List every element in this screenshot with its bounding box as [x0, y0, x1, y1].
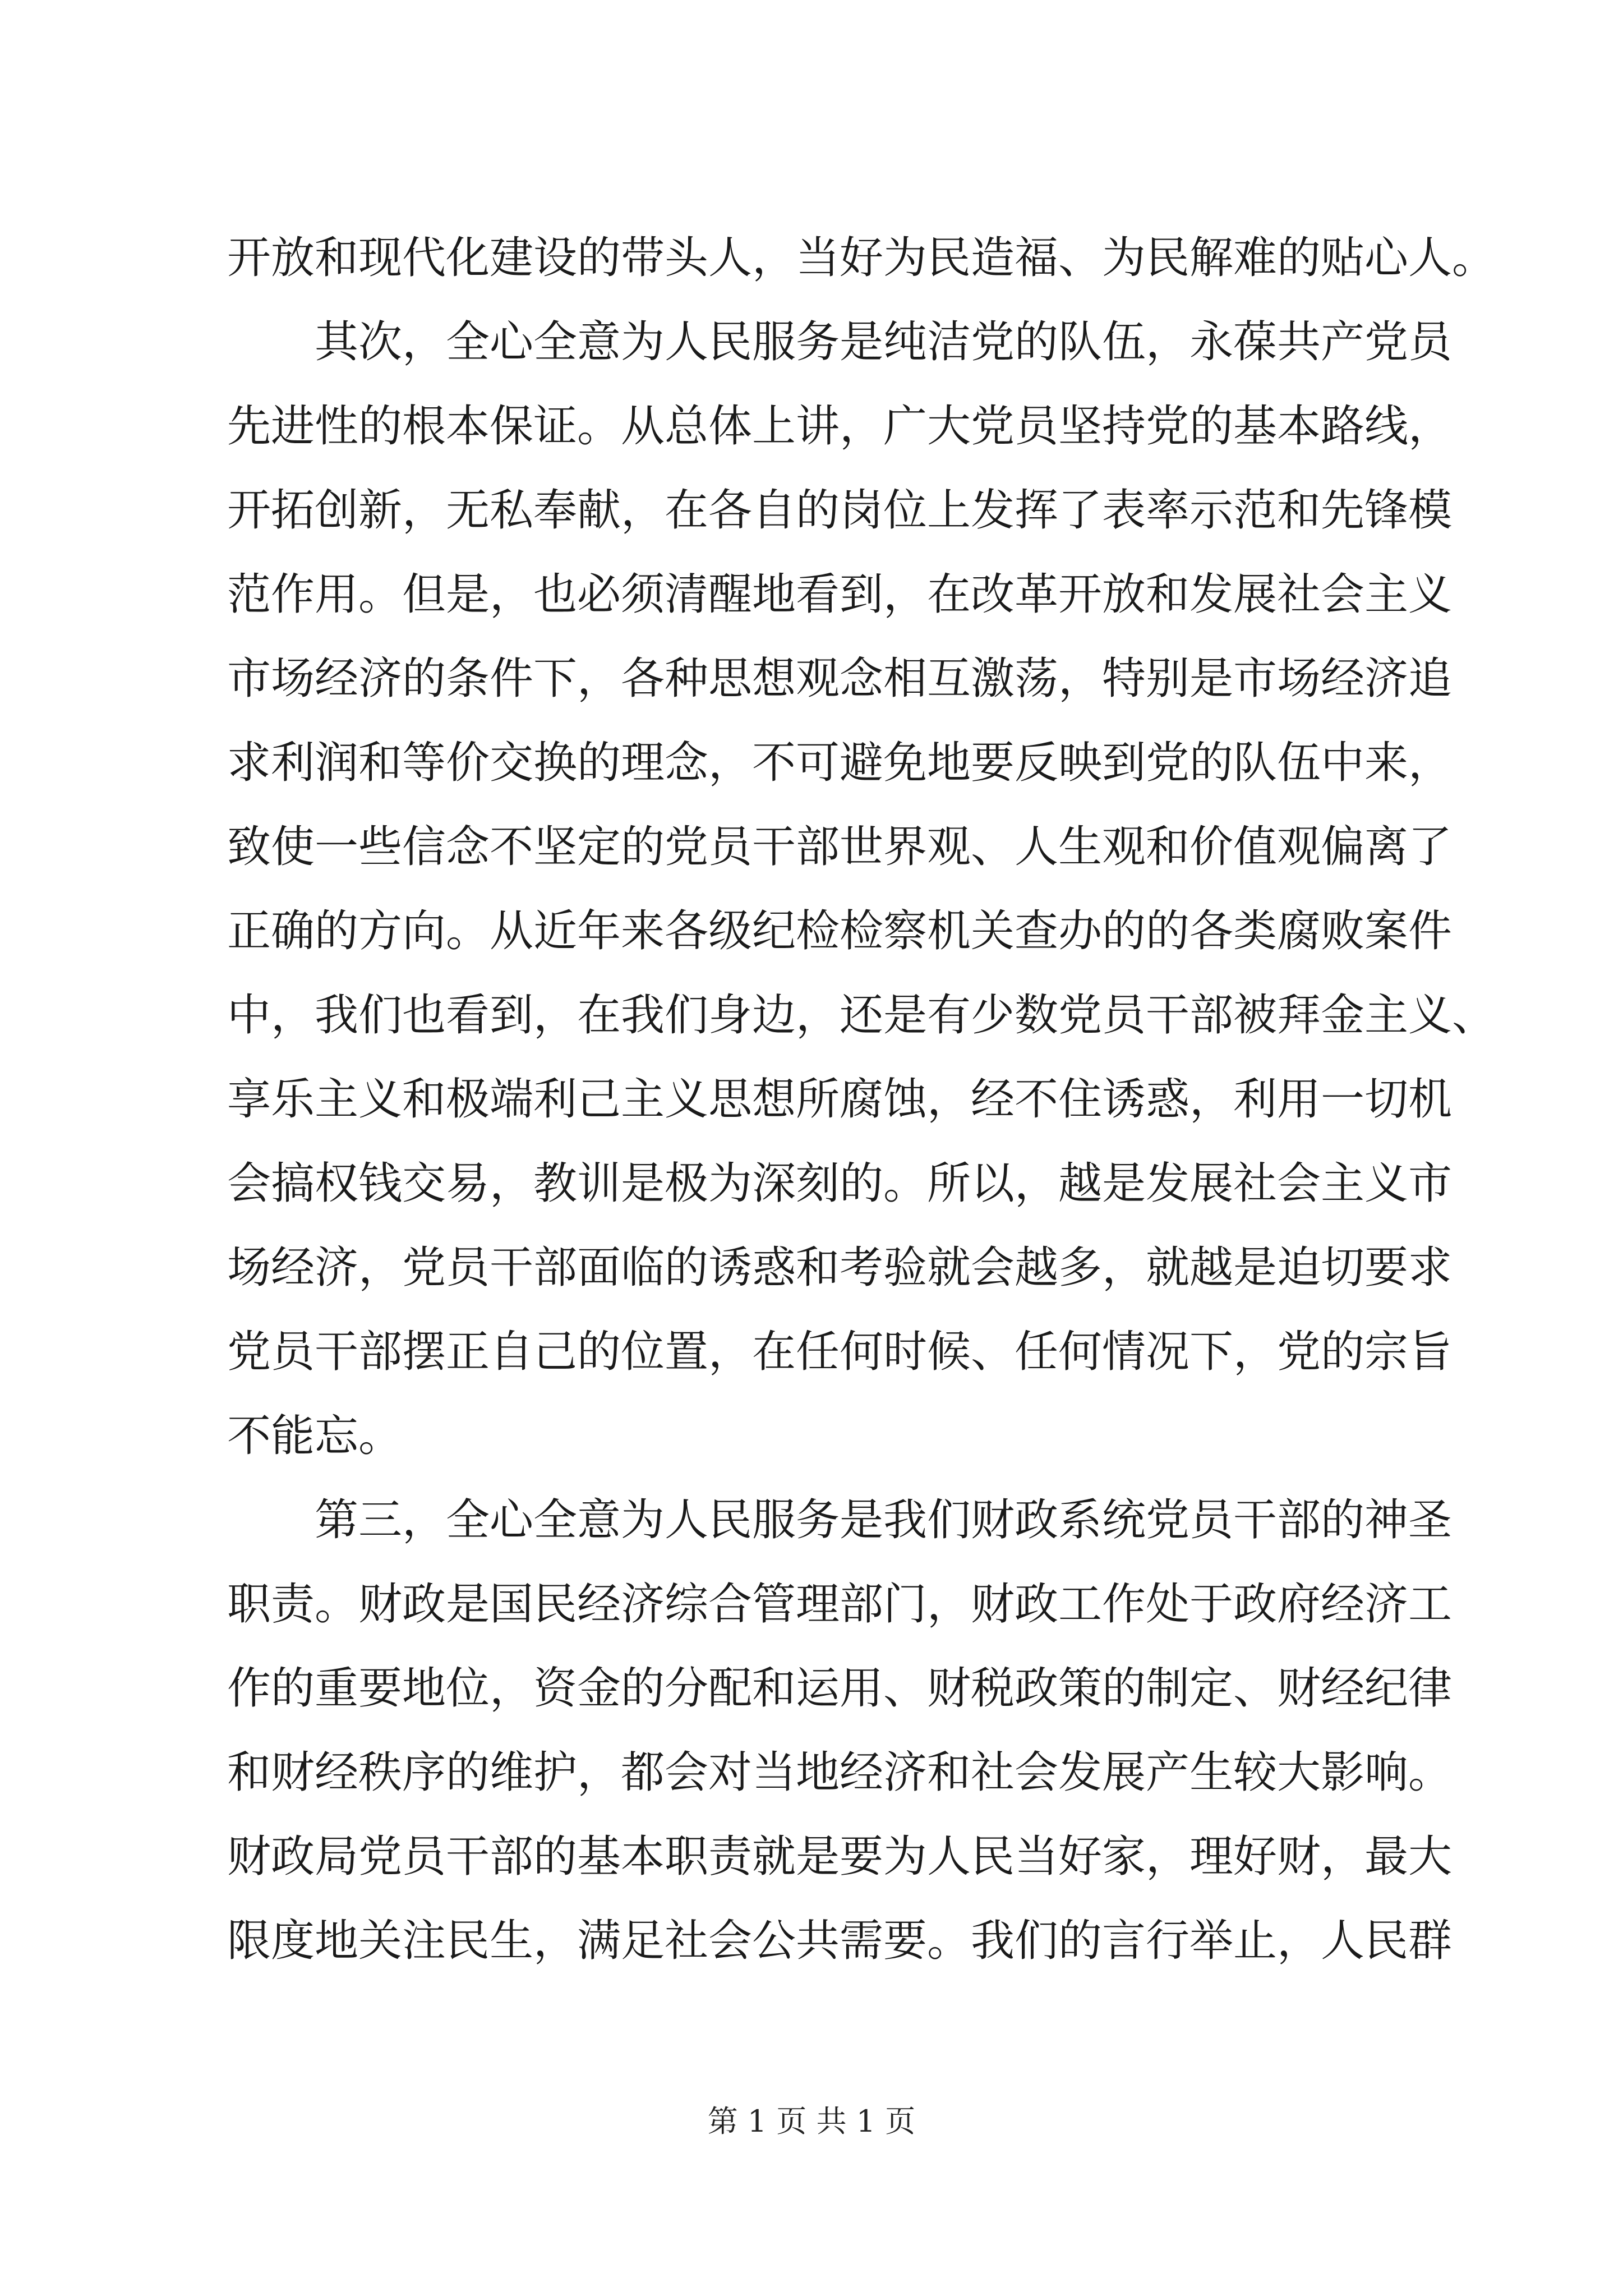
text-line: 致使一些信念不坚定的党员干部世界观、人生观和价值观偏离了 — [227, 822, 1453, 872]
text-line: 会搞权钱交易，教训是极为深刻的。所以，越是发展社会主义市 — [227, 1158, 1453, 1209]
text-line: 职责。财政是国民经济综合管理部门，财政工作处于政府经济工 — [227, 1579, 1453, 1630]
text-line: 财政局党员干部的基本职责就是要为人民当好家，理好财，最大 — [227, 1832, 1453, 1882]
paragraph-first-line: 其次，全心全意为人民服务是纯洁党的队伍，永葆共产党员 — [315, 317, 1453, 367]
text-line: 开拓创新，无私奉献，在各自的岗位上发挥了表率示范和先锋模 — [227, 485, 1453, 536]
text-line: 党员干部摆正自己的位置，在任何时候、任何情况下，党的宗旨 — [227, 1327, 1453, 1377]
text-line: 享乐主义和极端利己主义思想所腐蚀，经不住诱惑，利用一切机 — [227, 1074, 1453, 1125]
paragraph-last-line: 不能忘。 — [227, 1411, 403, 1461]
text-line: 正确的方向。从近年来各级纪检检察机关查办的的各类腐败案件 — [227, 906, 1453, 956]
text-line: 先进性的根本保证。从总体上讲，广大党员坚持党的基本路线， — [227, 401, 1453, 452]
text-line: 限度地关注民生，满足社会公共需要。我们的言行举止，人民群 — [227, 1916, 1453, 1966]
body-text — [227, 216, 1496, 1983]
text-line: 场经济，党员干部面临的诱惑和考验就会越多，就越是迫切要求 — [227, 1243, 1453, 1293]
page-number: 第 1 页 共 1 页 — [707, 2104, 916, 2139]
text-line: 作的重要地位，资金的分配和运用、财税政策的制定、财经纪律 — [227, 1663, 1453, 1714]
page-footer — [0, 2099, 1623, 2144]
paragraph-first-line: 第三，全心全意为人民服务是我们财政系统党员干部的神圣 — [315, 1495, 1453, 1545]
text-line: 市场经济的条件下，各种思想观念相互激荡，特别是市场经济追 — [227, 654, 1453, 704]
text-line: 开放和现代化建设的带头人，当好为民造福、为民解难的贴心人。 — [227, 233, 1496, 283]
text-line: 范作用。但是，也必须清醒地看到，在改革开放和发展社会主义 — [227, 569, 1453, 620]
text-line: 求利润和等价交换的理念，不可避免地要反映到党的队伍中来， — [227, 738, 1453, 788]
text-line: 中，我们也看到，在我们身边，还是有少数党员干部被拜金主义、 — [227, 990, 1496, 1041]
text-line: 和财经秩序的维护，都会对当地经济和社会发展产生较大影响。 — [227, 1747, 1453, 1798]
